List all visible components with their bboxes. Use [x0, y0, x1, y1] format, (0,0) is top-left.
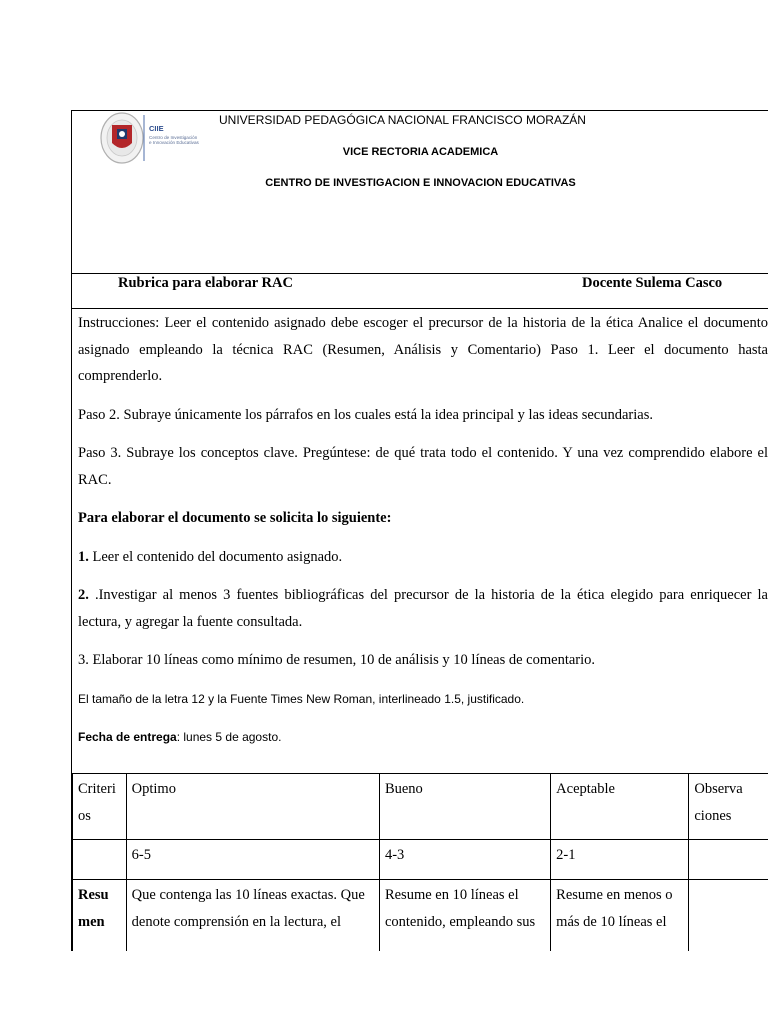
item-1-text: Leer el contenido del documento asignado.	[88, 548, 343, 565]
resumen-observaciones	[689, 880, 768, 952]
resumen-optimo: Que contenga las 10 líneas exactas. Que denote comprensión en la lectura, el	[126, 880, 379, 952]
document-frame	[71, 110, 768, 951]
paso-3-paragraph: Paso 3. Subraye los conceptos clave. Pregúntese: de qué trata todo el contenido. Y una vez comprendido elabore el RAC.	[78, 445, 768, 488]
university-name: UNIVERSIDAD PEDAGÓGICA NACIONAL FRANCISCO MORAZÁN	[219, 113, 586, 127]
instructions-paragraph: Instrucciones: Leer el contenido asignado debe escoger el precursor de la historia de la ética Analice el documento asignado empleando la técnica RAC (Resumen, Análisis y Comentario) Paso 1. Leer el documento hasta comprenderlo.	[78, 315, 768, 384]
item-2	[78, 582, 768, 635]
table-header-row	[73, 774, 768, 840]
score-bueno: 4-3	[379, 840, 550, 880]
teacher-name: Docente Sulema Casco	[582, 275, 723, 291]
score-observaciones	[689, 840, 768, 880]
due-date	[78, 724, 768, 751]
table-row	[73, 840, 768, 880]
item-2-number: 2.	[78, 587, 89, 603]
font-note: El tamaño de la letra 12 y la Fuente Times New Roman, interlineado 1.5, justificado.	[78, 691, 525, 706]
item-3: 3. Elaborar 10 líneas como mínimo de resumen, 10 de análisis y 10 líneas de comentario.	[78, 652, 596, 668]
solicita-heading: Para elaborar el documento se solicita lo siguiente:	[78, 510, 392, 526]
due-date-label: Fecha de entrega	[78, 730, 177, 744]
criterio-resumen: Resu men	[73, 880, 127, 952]
table-row	[73, 880, 768, 952]
item-2-text: .Investigar al menos 3 fuentes bibliográficas del precursor de la historia de la ética elegido para enriquecer la lectura, y agregar la fuente consultada.	[78, 587, 768, 630]
item-1	[78, 544, 768, 571]
rubric-table	[72, 773, 768, 951]
resumen-aceptable: Resume en menos o más de 10 líneas el	[551, 880, 689, 952]
paso-2-paragraph: Paso 2. Subraye únicamente los párrafos en los cuales está la idea principal y las ideas secundarias.	[78, 406, 653, 423]
logo-subtitle-2: e Innovación Educativas	[149, 140, 199, 145]
logo-subtitle-1: Centro de Investigación	[149, 135, 198, 140]
header-optimo: Optimo	[126, 774, 379, 840]
centro-name: CENTRO DE INVESTIGACION E INNOVACION EDUCATIVAS	[265, 177, 576, 189]
header-bueno: Bueno	[379, 774, 550, 840]
rubric-title-row	[72, 273, 768, 309]
logo-title: CIIE	[149, 124, 164, 133]
due-date-value: : lunes 5 de agosto.	[176, 730, 282, 744]
header-criterios: Criteri os	[73, 774, 127, 840]
item-1-number: 1.	[78, 548, 89, 565]
header-aceptable: Aceptable	[551, 774, 689, 840]
score-criterio	[73, 840, 127, 880]
rubric-title: Rubrica para elaborar RAC	[118, 275, 293, 291]
vice-rectoria: VICE RECTORIA ACADEMICA	[342, 146, 499, 158]
instructions-body	[78, 310, 768, 751]
document-header	[72, 111, 768, 274]
score-optimo: 6-5	[126, 840, 379, 880]
score-aceptable: 2-1	[551, 840, 689, 880]
resumen-bueno: Resume en 10 líneas el contenido, empleando sus	[379, 880, 550, 952]
header-observaciones: Observa ciones	[689, 774, 768, 840]
